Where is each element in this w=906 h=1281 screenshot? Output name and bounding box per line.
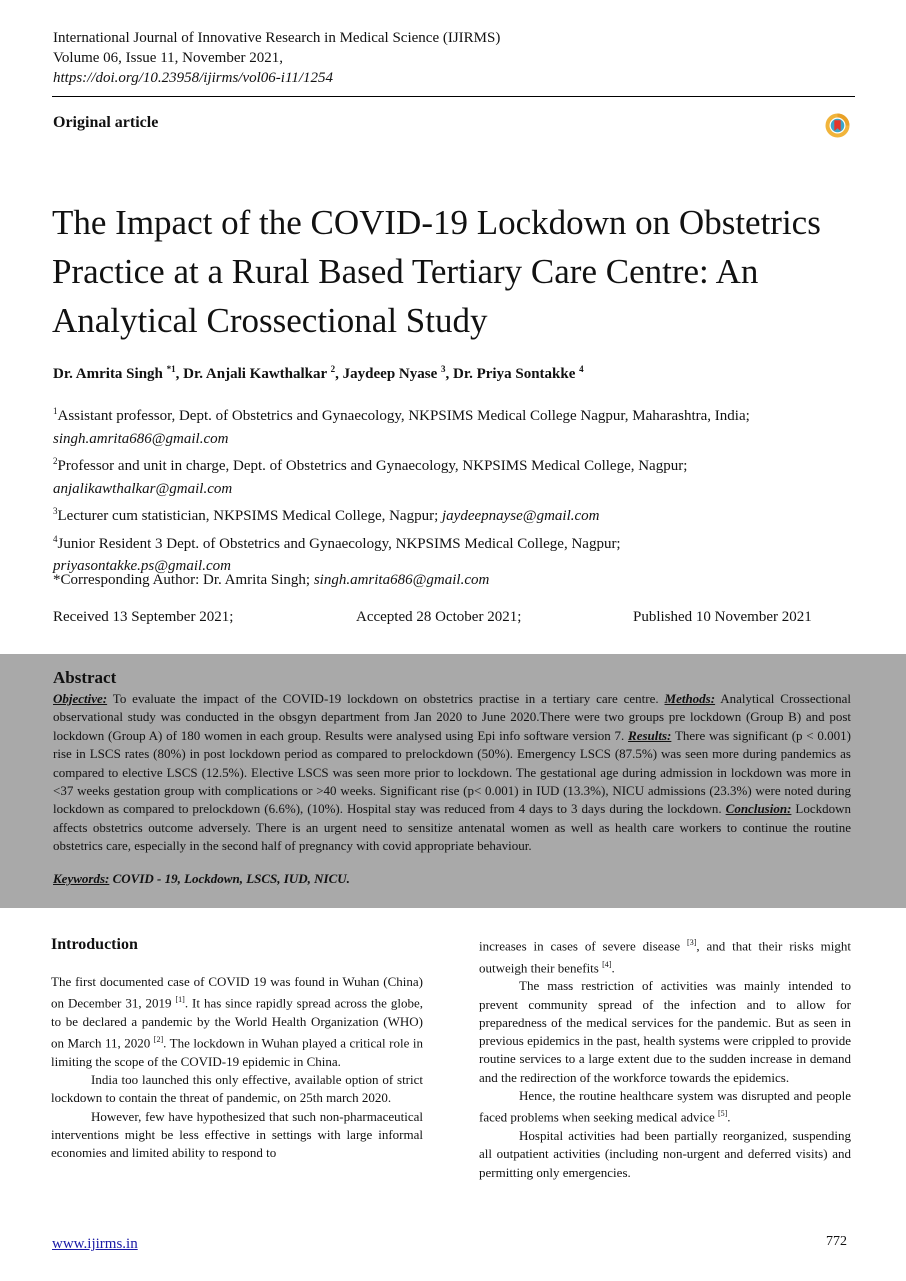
author-name: Dr. Amrita Singh — [53, 366, 167, 382]
paper-title: The Impact of the COVID-19 Lockdown on Obstetrics Practice at a Rural Based Tertiary Care Centre: An Analytical Crossectional Study — [52, 203, 821, 340]
keywords-label: Keywords: — [53, 871, 110, 886]
affiliation-text: Assistant professor, Dept. of Obstetrics and Gynaecology, NKPSIMS Medical College Nagpur, Maharashtra, India; — [57, 408, 750, 424]
affiliation-email[interactable]: priyasontakke.ps@gmail.com — [53, 558, 231, 574]
body-column-right — [479, 934, 851, 1182]
results-label: Results: — [628, 727, 672, 743]
affiliation-item — [53, 400, 853, 450]
keywords-text: COVID - 19, Lockdown, LSCS, IUD, NICU. — [112, 871, 350, 886]
paragraph: Hospital activities had been partially reorganized, suspending all outpatient activities (including non-urgent and deferred visits) and permitting only emergencies. — [479, 1127, 851, 1180]
paragraph-text: . The lockdown in Wuhan played a critical role in limiting the scope of the COVID-19 epidemic in China. — [51, 1035, 423, 1069]
keywords — [53, 871, 350, 887]
author-list — [53, 364, 584, 383]
citation-ref[interactable]: [2] — [153, 1035, 164, 1045]
paragraph-text: . It has since rapidly spread across the globe, to be declared a pandemic by the World Health Organization (WHO) on March 11, 2020 — [51, 995, 423, 1051]
methods-label: Methods: — [664, 691, 716, 706]
affiliation-text: Junior Resident 3 Dept. of Obstetrics and Gynaecology, NKPSIMS Medical College, Nagpur; — [57, 535, 621, 552]
journal-website-link[interactable]: www.ijirms.in — [52, 1236, 138, 1252]
journal-issue: Volume 06, Issue 11, November 2021, — [53, 50, 283, 66]
paragraph-text: increases in cases of severe disease — [479, 938, 688, 954]
affiliation-sup: 1 — [53, 406, 58, 416]
article-type: Original article — [53, 114, 159, 131]
author-sup: 2 — [330, 364, 336, 374]
paragraph-text: Hence, the routine healthcare system was disrupted and people faced problems when seeking medical advice — [479, 1088, 851, 1125]
affiliation-text: Lecturer cum statistician, NKPSIMS Medical College, Nagpur; — [57, 508, 439, 524]
header-divider — [52, 96, 855, 97]
accepted-date: Accepted 28 October 2021; — [356, 609, 522, 625]
affiliation-text: Professor and unit in charge, Dept. of Obstetrics and Gynaecology, NKPSIMS Medical College, Nagpur; — [57, 458, 688, 474]
author-sup: 3 — [441, 364, 446, 374]
affiliation-item — [53, 450, 853, 500]
paragraph-text: . — [611, 959, 615, 975]
author-sup: *1 — [166, 364, 176, 374]
author-name: Jaydeep Nyase — [342, 366, 441, 382]
paragraph: India too launched this only effective, available option of strict lockdown to contain the threat of pandemic, on 25th march 2020. — [51, 1072, 423, 1106]
author-sup: 4 — [579, 364, 584, 374]
body-column-left — [51, 973, 423, 1163]
paragraph: However, few have hypothesized that such non-pharmaceutical interventions might be less effective in settings with large informal economies and limited ability to respond to — [51, 1108, 423, 1161]
author-name: Dr. Priya Sontakke — [453, 366, 580, 382]
objective-label: Objective: — [53, 691, 108, 706]
journal-header — [53, 28, 500, 88]
affiliation-sup: 3 — [53, 506, 58, 516]
crossmark-icon[interactable] — [825, 113, 850, 138]
page-number: 772 — [826, 1234, 847, 1249]
paragraph: The mass restriction of activities was mainly intended to prevent community spread of the infection and to allow for preparedness of the medical services for the pandemic. But as seen in previous epidemics in the past, health systems were crippled to provide routine services to a large extent due to the sudden increase in demand and the redirection of the workforce towards the epidemics. — [479, 978, 851, 1085]
doi-link[interactable]: https://doi.org/10.23958/ijirms/vol06-i11/1254 — [53, 70, 334, 86]
paragraph — [51, 973, 423, 1071]
paragraph-text: The first documented case of COVID 19 was found in Wuhan (China) on December 31, 2019 — [51, 974, 423, 1011]
citation-ref[interactable]: [5] — [717, 1109, 728, 1119]
citation-ref[interactable]: [4] — [602, 959, 612, 969]
journal-name: International Journal of Innovative Research in Medical Science (IJIRMS) — [53, 30, 501, 46]
author-separator: , — [335, 366, 343, 382]
paragraph-text: . — [727, 1109, 731, 1125]
author-separator: , — [445, 366, 453, 382]
affiliation-item — [53, 528, 853, 578]
affiliation-email[interactable]: anjalikawthalkar@gmail.com — [53, 480, 233, 497]
conclusion-text: Lockdown affects obstetrics outcome adversely. There is an urgent need to sensitize antenatal women as well as health care workers to continue the routine obstetrics care, especially in the second half of pregnancy with covid appropriate behaviour. — [53, 801, 852, 854]
corresponding-email[interactable]: singh.amrita686@gmail.com — [313, 572, 490, 588]
received-date: Received 13 September 2021; — [53, 609, 234, 625]
corresponding-author — [53, 572, 489, 589]
methods-text: Analytical Crossectional observational study was conducted in the obsgyn department from Jan 2020 to June 2020.There were two groups pre lockdown (Group B) and post lockdown (Group A) of 180 women in each group. Results were analysed using Epi info software version 7. — [53, 691, 852, 743]
corresponding-label: *Corresponding Author: Dr. Amrita Singh; — [53, 572, 311, 588]
affiliations — [53, 400, 853, 578]
conclusion-label: Conclusion: — [725, 801, 792, 817]
affiliation-sup: 2 — [53, 456, 58, 466]
introduction-heading: Introduction — [51, 936, 138, 953]
abstract-body — [53, 690, 851, 856]
citation-ref[interactable]: [3] — [687, 938, 697, 947]
objective-text: To evaluate the impact of the COVID-19 lockdown on obstetrics practise in a tertiary care centre. — [112, 691, 659, 706]
author-name: Dr. Anjali Kawthalkar — [183, 366, 331, 382]
paragraph — [479, 934, 851, 977]
results-text: There was significant (p < 0.001) rise in LSCS rates (80%) in post lockdown period as compared to prelockdown (50%). Emergency LSCS (87.5%) was seen more during pandemics as compared to elective LSCS (12.5%). Elective LSCS was seen more prior to lockdown. The gestational age during admission in lockdown was more in <37 weeks gestation group with complications or >40 weeks. Significant rise (p< 0.001) in IUD (13.3%), NICU admissions (23.3%) were noted during lockdown as compared to prelockdown (6.6%), (10%). Hospital stay was reduced from 4 days to 3 days during the lockdown. — [53, 727, 852, 817]
paragraph-text: , and that their risks might outweigh their benefits — [479, 938, 851, 975]
author-separator: , — [175, 366, 184, 382]
abstract-heading: Abstract — [53, 668, 117, 687]
published-date: Published 10 November 2021 — [633, 609, 812, 625]
affiliation-email[interactable]: jaydeepnayse@gmail.com — [442, 508, 600, 524]
affiliation-sup: 4 — [53, 533, 58, 544]
affiliation-email[interactable]: singh.amrita686@gmail.com — [53, 430, 229, 447]
paragraph — [479, 1087, 851, 1127]
affiliation-item — [53, 500, 853, 528]
citation-ref[interactable]: [1] — [175, 995, 185, 1005]
